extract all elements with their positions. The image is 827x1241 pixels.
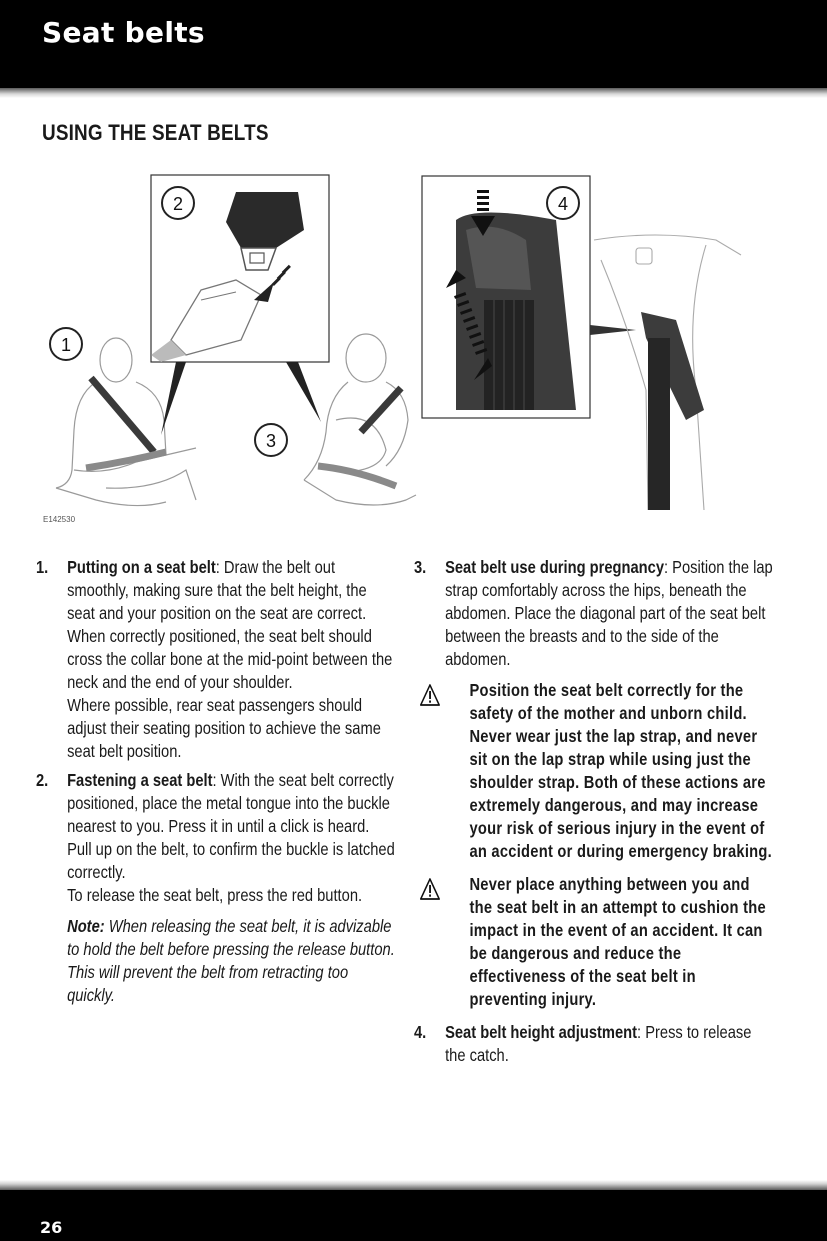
warning-triangle-icon [419,683,441,707]
svg-text:3: 3 [265,431,277,451]
item-number: 1. [36,557,49,577]
warning-2 [414,873,774,1011]
header-divider [0,88,827,98]
right-column [414,556,774,1073]
pointer-to-pillar [590,325,636,335]
figure-code: E142530 [43,515,76,524]
item-number: 4. [414,1022,427,1042]
note [67,915,395,1007]
height-adjuster-drawing [456,213,576,411]
list-item-1 [36,556,396,763]
list-item-3 [414,556,774,671]
belt-diagonal-1 [91,378,154,452]
belt-diagonal-3 [361,388,401,432]
pointer-to-3 [286,362,321,422]
svg-text:4: 4 [557,194,569,214]
section-title: USING THE SEAT BELTS [42,120,269,145]
item-paragraph: To release the seat belt, press the red button. [67,885,363,905]
footer-divider [0,1180,827,1190]
page-number: 26 [40,1218,63,1237]
callout-3 [255,424,287,456]
warning-text: Position the seat belt correctly for the safety of the mother and unborn child. Never wear just the lap strap, and never sit on the lap strap while using just the shoulder strap. Both of these actions are extremely dangerous, and may increase your risk of serious injury in the event of an accident or during emergency braking. [469,680,772,861]
item-title: Seat belt use during pregnancy [445,557,665,577]
pointer-to-1 [161,362,186,435]
svg-text:2: 2 [172,194,184,214]
note-label: Note: [67,916,105,936]
item-paragraph: Where possible, rear seat passengers should adjust their seating position to achieve the same seat belt position. [67,695,381,761]
note-text: When releasing the seat belt, it is advizable to hold the belt before pressing the release button. This will prevent the belt from retracting too quickly. [67,916,395,1005]
item-paragraph: Pull up on the belt, to confirm the buckle is latched correctly. [67,839,395,882]
list-item-4 [414,1021,774,1067]
callout-1 [50,328,82,360]
item-text: : Draw the belt out smoothly, making sure that the belt height, the seat and your position on the seat are correct. [67,557,367,623]
warning-1 [414,679,774,863]
callout-2 [162,187,194,219]
footer-bar [0,1190,827,1241]
item-title: Fastening a seat belt [67,770,213,790]
item-text: : Press to release the catch. [445,1022,752,1065]
svg-text:1: 1 [60,335,72,355]
item-number: 2. [36,770,49,790]
list-item-2 [36,769,396,1007]
item-title: Putting on a seat belt [67,557,216,577]
item-text: : Position the lap strap comfortably across the hips, beneath the abdomen. Place the diagonal part of the seat belt between the breasts and to the side of the abdomen. [445,557,773,669]
warning-text: Never place anything between you and the seat belt in an attempt to cushion the impact in the event of an accident. It can be dangerous and reduce the effectiveness of the seat belt in preventing injury. [469,874,766,1009]
pillar-belt-strap [648,338,670,510]
page-title: Seat belts [42,16,205,49]
item-text: : With the seat belt correctly positioned, place the metal tongue into the buckle nearest to you. Press it in until a click is heard. [67,770,394,836]
belt-lap-3 [318,466,396,486]
callout-4 [547,187,579,219]
header-bar [0,0,827,88]
warning-triangle-icon [419,877,441,901]
item-title: Seat belt height adjustment [445,1022,638,1042]
item-paragraph: When correctly positioned, the seat belt should cross the collar bone at the mid-point between the neck and the end of your shoulder. [67,626,393,692]
seat-belt-illustration [36,170,756,530]
item-number: 3. [414,557,427,577]
left-column [36,556,396,1013]
